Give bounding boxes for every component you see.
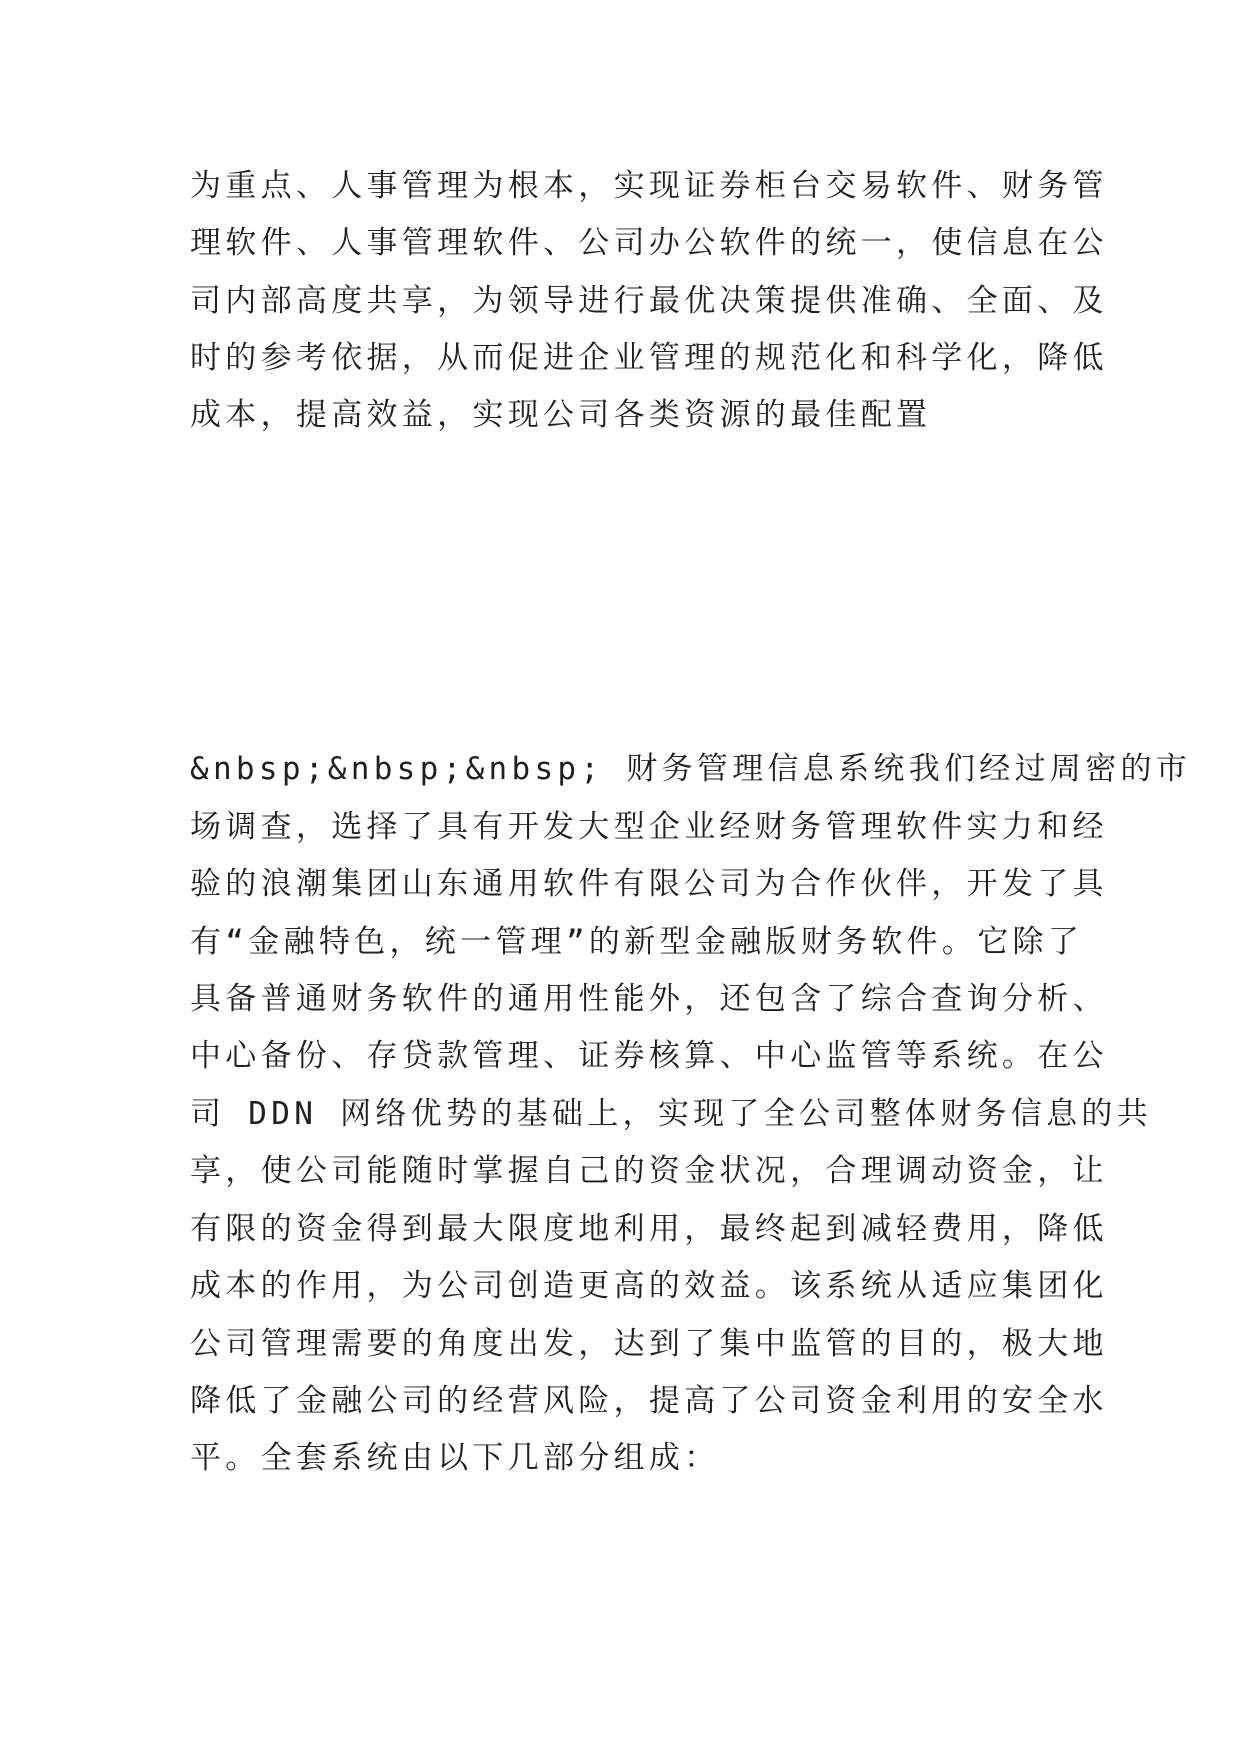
paragraph-2-line-11: 公司管理需要的角度出发，达到了集中监管的目的，极大地 [190,1326,1108,1362]
paragraph-1-line-4: 时的参考依据，从而促进企业管理的规范化和科学化，降低 [190,340,1108,376]
paragraph-1-line-2: 理软件、人事管理软件、公司办公软件的统一，使信息在公 [190,225,1108,261]
paragraph-2-line-10: 成本的作用，为公司创造更高的效益。该系统从适应集团化 [190,1268,1108,1304]
paragraph-2-line-8: 享，使公司能随时掌握自己的资金状况，合理调动资金，让 [190,1153,1108,1189]
paragraph-2-line-9: 有限的资金得到最大限度地利用，最终起到减轻费用，降低 [190,1211,1108,1247]
paragraph-1-line-5: 成本，提高效益，实现公司各类资源的最佳配置 [190,397,932,433]
paragraph-2-line-3: 验的浪潮集团山东通用软件有限公司为合作伙伴，开发了具 [190,866,1108,902]
paragraph-2-line-7: 司 DDN 网络优势的基础上，实现了全公司整体财务信息的共 [190,1096,1153,1132]
paragraph-1-line-1: 为重点、人事管理为根本，实现证券柜台交易软件、财务管 [190,168,1108,204]
paragraph-2-line-1: &nbsp;&nbsp;&nbsp; 财务管理信息系统我们经过周密的市 [190,751,1192,787]
paragraph-2-line-4: 有“金融特色，统一管理”的新型金融版财务软件。它除了 [190,924,1084,960]
paragraph-2-line-5: 具备普通财务软件的通用性能外，还包含了综合查询分析、 [190,981,1108,1017]
paragraph-2-line-6: 中心备份、存贷款管理、证券核算、中心监管等系统。在公 [190,1038,1108,1074]
paragraph-2-line-2: 场调查，选择了具有开发大型企业经财务管理软件实力和经 [190,809,1108,845]
paragraph-2-line-12: 降低了金融公司的经营风险，提高了公司资金利用的安全水 [190,1383,1108,1419]
paragraph-1-line-3: 司内部高度共享，为领导进行最优决策提供准确、全面、及 [190,283,1108,319]
paragraph-2-line-13: 平。全套系统由以下几部分组成： [190,1440,720,1476]
